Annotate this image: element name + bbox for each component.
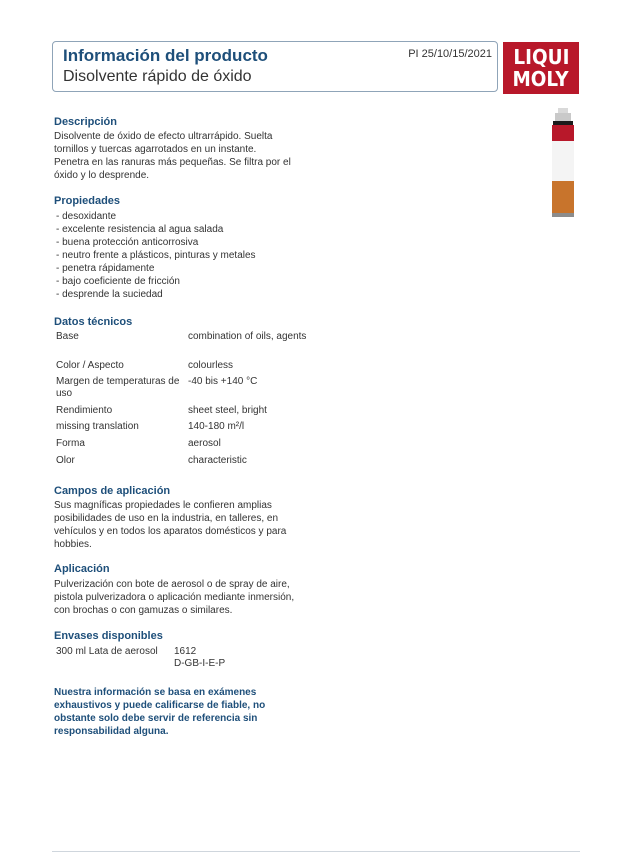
page-divider [52, 851, 580, 852]
description-heading: Descripción [54, 116, 117, 128]
tech-key: Color / Aspecto [56, 360, 124, 371]
description-line: tornillos y tuercas agarrotados en un instante. [54, 144, 257, 155]
application-heading: Aplicación [54, 563, 110, 575]
liqui-moly-logo [503, 42, 579, 94]
tech-key: missing translation [56, 421, 139, 432]
document-reference: PI 25/10/15/2021 [408, 48, 492, 60]
application-line: Pulverización con bote de aerosol o de spray de aire, [54, 579, 290, 590]
page-title: Información del producto [63, 46, 268, 65]
list-item: - desprende la suciedad [56, 289, 163, 300]
description-line: Penetra en las ranuras más pequeñas. Se filtra por el [54, 157, 291, 168]
tech-value: colourless [188, 360, 234, 371]
application-fields-line: Sus magníficas propiedades le confieren amplias [54, 500, 272, 511]
disclaimer-line: obstante solo debe servir de referencia sin [54, 713, 258, 724]
package-description: 300 ml Lata de aerosol [56, 646, 158, 657]
logo-line-2: MOLY [512, 67, 570, 91]
spray-can-image [549, 108, 577, 220]
application-text [54, 578, 324, 617]
disclaimer [54, 686, 324, 738]
disclaimer-line: exhaustivos y puede calificarse de fiable, no [54, 700, 266, 711]
description-text [54, 130, 324, 182]
language-codes: D-GB-I-E-P [174, 658, 226, 669]
application-fields-line: vehículos y en todos los aparatos domésticos y para [54, 526, 287, 537]
description-line: óxido y lo desprende. [54, 170, 150, 181]
list-item: - neutro frente a plásticos, pinturas y metales [56, 250, 256, 261]
list-item: - excelente resistencia al agua salada [56, 224, 224, 235]
packages-heading: Envases disponibles [54, 630, 163, 642]
application-fields-text [54, 499, 324, 551]
package-number [174, 646, 274, 670]
list-item: - buena protección anticorrosiva [56, 237, 199, 248]
product-name: Disolvente rápido de óxido [63, 68, 252, 85]
logo-line-1: LIQUI [512, 45, 570, 69]
tech-value: sheet steel, bright [188, 405, 267, 416]
list-item: - desoxidante [56, 211, 117, 222]
properties-heading: Propiedades [54, 195, 121, 207]
tech-value: 140-180 m²/l [188, 421, 245, 432]
list-item: - bajo coeficiente de fricción [56, 276, 180, 287]
tech-value: -40 bis +140 °C [188, 376, 258, 387]
tech-key: Margen de temperaturas de uso [56, 376, 180, 399]
description-line: Disolvente de óxido de efecto ultrarrápido. Suelta [54, 131, 273, 142]
tech-key: Rendimiento [56, 405, 113, 416]
properties-list [56, 210, 256, 301]
tech-value: aerosol [188, 438, 221, 449]
technical-heading: Datos técnicos [54, 316, 133, 328]
tech-key: Forma [56, 438, 85, 449]
list-item: - penetra rápidamente [56, 263, 155, 274]
application-line: con brochas o con gamuzas o similares. [54, 605, 233, 616]
tech-key: Olor [56, 455, 75, 466]
disclaimer-line: responsabilidad alguna. [54, 726, 169, 737]
application-fields-heading: Campos de aplicación [54, 485, 171, 497]
disclaimer-line: Nuestra información se basa en exámenes [54, 687, 257, 698]
tech-key: Base [56, 331, 79, 342]
tech-value: characteristic [188, 455, 247, 466]
tech-value: combination of oils, agents [188, 331, 307, 342]
header-box [52, 41, 498, 92]
part-number: 1612 [174, 646, 197, 657]
application-line: pistola pulverizadora o aplicación mediante inmersión, [54, 592, 295, 603]
application-fields-line: posibilidades de uso en la industria, en talleres, en [54, 513, 279, 524]
application-fields-line: hobbies. [54, 539, 92, 550]
